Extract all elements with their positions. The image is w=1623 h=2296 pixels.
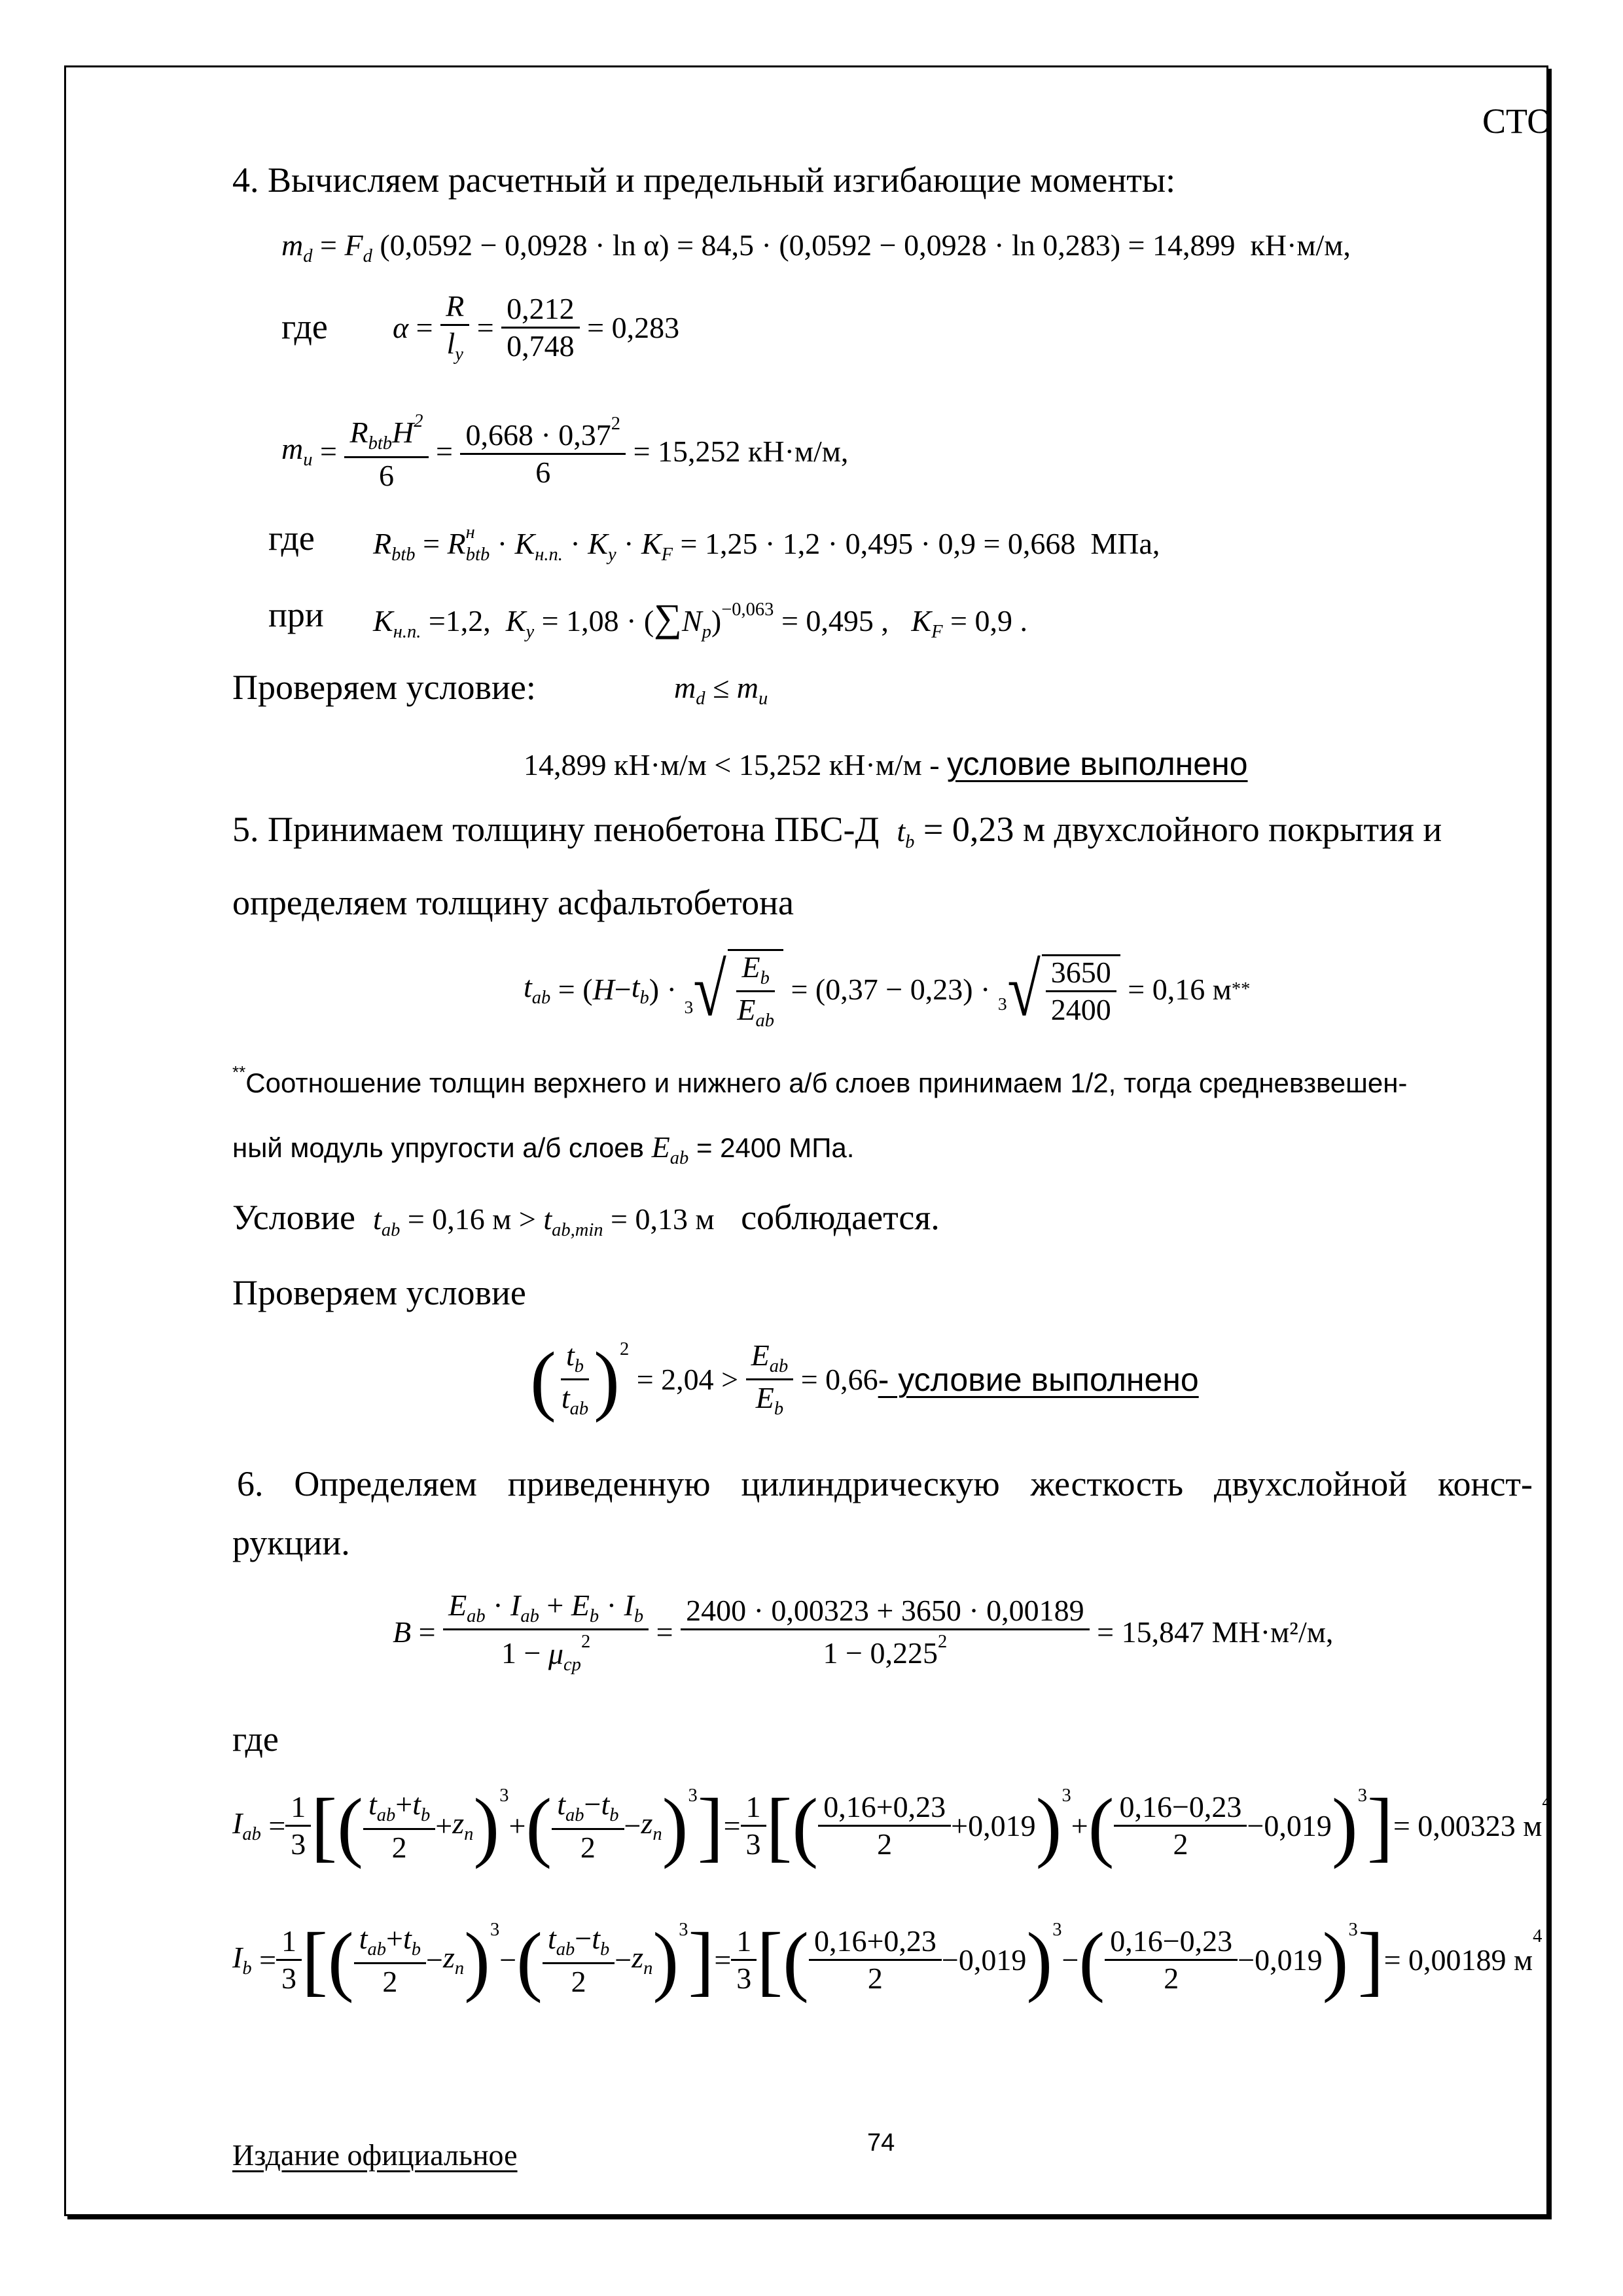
cond-line: Условие $t_{ab} = 0,16$ $м > t_{ab,min} = 0,13$ м соблюдается. [232,1198,940,1240]
cond-label: Условие [232,1198,356,1237]
b-result: = 15,847 [1097,1615,1205,1649]
cond-status: соблюдается. [741,1198,940,1237]
mu-den-2: 6 [535,456,551,490]
tab-formula-mid: = (0,37 − 0,23) · [791,973,991,1007]
where-label-2: где [268,518,315,558]
iab-formula: $I_{ab}$ = $\frac{1}{3}$ [ ( $\frac{t_{ab}+t_b}{2}$ + $z_n$ ) $^3$ + ( $\frac{t_{ab}-t_b}{2}$ − $z_n$ ) $^3$ ] = $\frac{1}{3}$ [ ( $\frac{0,16+0,23}{2}$ + 0,019 ) $^3$ + ( $\frac{0,16-0,23}{2}$ − 0,019 ) $^3$ ] = 0,00323 м $^4$ [232,1782,1552,1869]
iab-two-b: 2 [580,1830,596,1864]
iab-two-a: 2 [391,1830,407,1864]
tab-formula: $t_{ab}$ = ( H − $t_b$ ) · 3 √ $\frac{E_b}{E_{ab}}$ = (0,37 − 0,23) · 3 √ $\frac{3650}{2400}$ = 0,16 м ** [524,948,1251,1031]
ib-three: 3 [281,1962,297,1996]
step4-heading: 4. Вычисляем расчетный и предельный изгибающие моменты: [232,160,1176,200]
ib-two-c: 2 [867,1962,883,1996]
alpha-den: 0,748 [507,329,575,363]
check2-formula: ( $\frac{t_b}{t_{ab}}$ ) $^2$ = 2,04 > $\frac{E_{ab}}{E_b}$ = 0,66 - условие выполнено [530,1336,1199,1424]
cond-mid: = 0,16 м > [407,1202,536,1236]
cond-end: = 0,13 м [611,1202,715,1236]
step5-line1-a: 5. Принимаем толщину пенобетона ПБС-Д [232,810,880,849]
k-formula: $K_{н.п.} =1,2$, $K_y = 1,08 \cdot (\sum N_p)^{-0,063} = 0,495$ , $K_F = 0,9$ . [373,596,1027,642]
iab-frac-a: 0,16+0,23 [818,1792,951,1827]
tab-num: 3650 [1046,958,1116,992]
tab-footnote-mark: ** [1231,979,1251,1000]
iab-frac-b: 0,16−0,23 [1114,1792,1247,1827]
check-condition: $m_d \le m_u$ [674,671,768,709]
ky-value: = 1,08 · ( [541,604,654,637]
note-line1 [232,1064,1407,1097]
b-unit: МН·м²/м, [1211,1615,1334,1649]
ky-result: = 0,495 , [781,604,889,637]
iab-const-a: 0,019 [968,1808,1036,1842]
iab-two-c: 2 [877,1827,893,1861]
check2-mid: = 2,04 > [636,1362,739,1396]
rbtb-values: = 1,25 · 1,2 · 0,495 · 0,9 = 0,668 [680,527,1076,561]
check2-status: - условие выполнено [878,1361,1199,1398]
iab-one-b: 1 [741,1792,766,1827]
ib-three-b: 3 [736,1962,752,1996]
md-unit: кН·м/м, [1250,228,1351,262]
step5-line1: 5. Принимаем толщину пенобетона ПБС-Д $t_b = 0,23$ м двухслойного покрытия и [232,810,1442,852]
footer-edition: Издание официальное [232,2138,518,2172]
ib-frac-b: 0,16−0,23 [1105,1926,1238,1961]
check-line-values: 14,899 кН·м/м < 15,252 кН·м/м - [524,748,940,781]
iab-two-d: 2 [1173,1827,1188,1861]
iab-three: 3 [291,1827,306,1861]
tab-den: 2400 [1050,993,1111,1027]
md-formula: $m_d = F_d$ (0,0592 − 0,0928 · ln α) = 84,5 · (0,0592 − 0,0928 · ln 0,283) = 14,899 кН·м/м, [281,228,1351,266]
where-label-3: где [232,1719,279,1759]
note-line2-value: = 2400 МПа. [696,1132,855,1163]
alpha-num: 0,212 [501,294,580,329]
step5-line1-b: = 0,23 м двухслойного покрытия и [923,810,1442,849]
step6-line1: 6. Определяем приведенную цилиндрическую жесткость двухслойной конст- [237,1464,1533,1503]
iab-const-b: 0,019 [1264,1808,1332,1842]
alpha-R: R [440,291,469,326]
note-line2-text: ный модуль упругости а/б слоев [232,1132,644,1163]
iab-three-b: 3 [745,1827,761,1861]
page-number: 74 [867,2129,895,2157]
ib-two-b: 2 [571,1964,586,1998]
alpha-formula: α = $\frac{R}{l_y}$ = $\frac{0,212}{0,748}$ = 0,283 [393,289,680,365]
header-code: СТО [1482,101,1553,141]
b-den: 1 − 0,225 [823,1636,938,1670]
md-formula-body: (0,0592 − 0,0928 · ln α) = 84,5 · (0,0592 − 0,0928 · ln 0,283) = 14,899 [380,228,1236,262]
ib-const-a: 0,019 [958,1943,1027,1977]
mu-formula: $m_u$ = $\frac{R_{btb}H^2}{6}$ = $\frac{0,668 \cdot 0,37^2}{6}$ = 15,252 кН·м/м, [281,411,849,492]
mu-unit: кН·м/м, [748,434,849,468]
note-line2: ный модуль упругости а/б слоев $E_{ab} = 2400$ МПа. [232,1130,855,1168]
where-label-1: где [281,307,328,346]
mu-num-vals: 0,668 · 0,37 [465,418,611,452]
ib-frac-a: 0,16+0,23 [809,1926,942,1961]
mu-den-1: 6 [378,458,394,492]
at-label: при [268,595,324,634]
ib-two-d: 2 [1164,1962,1179,1996]
b-num: 2400 · 0,00323 + 3650 · 0,00189 [681,1596,1090,1630]
ib-result: = 0,00189 м [1383,1943,1533,1977]
ky-exponent: −0,063 [721,599,774,620]
ib-two-a: 2 [382,1964,398,1998]
tab-result: = 0,16 м [1128,973,1232,1007]
b-formula: B = $\frac{E_{ab} \cdot I_{ab} + E_b \cdot I_b}{1 - \mu_{cp}^2}$ = $\frac{2400 \cdot 0,00323 + 3650 \cdot 0,00189}{1 - 0,225^2}$ = 15,847 МН·м²/м, [393,1588,1334,1675]
check-label: Проверяем условие: [232,668,536,707]
rbtb-formula: $R_{btb} = R^н_{btb} \cdot K_{н.п.} \cdot K_y \cdot K_F = 1,25 \cdot 1,2 \cdot 0,495 \cdot 0,9 = 0,668$ МПа, [373,522,1160,565]
check2-label: Проверяем условие [232,1273,526,1312]
check-line [524,747,1248,780]
note-mark: ** [232,1062,246,1082]
check2-end: = 0,66 [800,1362,878,1396]
check-status: условие выполнено [947,745,1248,782]
iab-one: 1 [285,1792,311,1827]
alpha-result: = 0,283 [587,310,680,344]
ib-const-b: 0,019 [1255,1943,1323,1977]
ib-one-b: 1 [731,1926,757,1961]
mu-result: = 15,252 [633,434,741,468]
step5-line2: определяем толщину асфальтобетона [232,883,794,922]
step6-line2: рукции. [232,1523,350,1562]
iab-result: = 0,00323 м [1393,1808,1543,1842]
ib-one: 1 [276,1926,302,1961]
ib-formula: $I_b$ = $\frac{1}{3}$ [ ( $\frac{t_{ab}+t_b}{2}$ − $z_n$ ) $^3$ − ( $\frac{t_{ab}-t_b}{2}$ − $z_n$ ) $^3$ ] = $\frac{1}{3}$ [ ( $\frac{0,16+0,23}{2}$ − 0,019 ) $^3$ − ( $\frac{0,16-0,23}{2}$ − 0,019 ) $^3$ ] = 0,00189 м $^4$ [232,1916,1543,2003]
knp-value: =1,2, [428,604,491,637]
rbtb-unit: МПа, [1090,527,1160,561]
kf-value: = 0,9 . [950,604,1027,637]
note-line1-text: Соотношение толщин верхнего и нижнего а/б слоев принимаем 1/2, тогда средневзвешен- [245,1067,1408,1099]
